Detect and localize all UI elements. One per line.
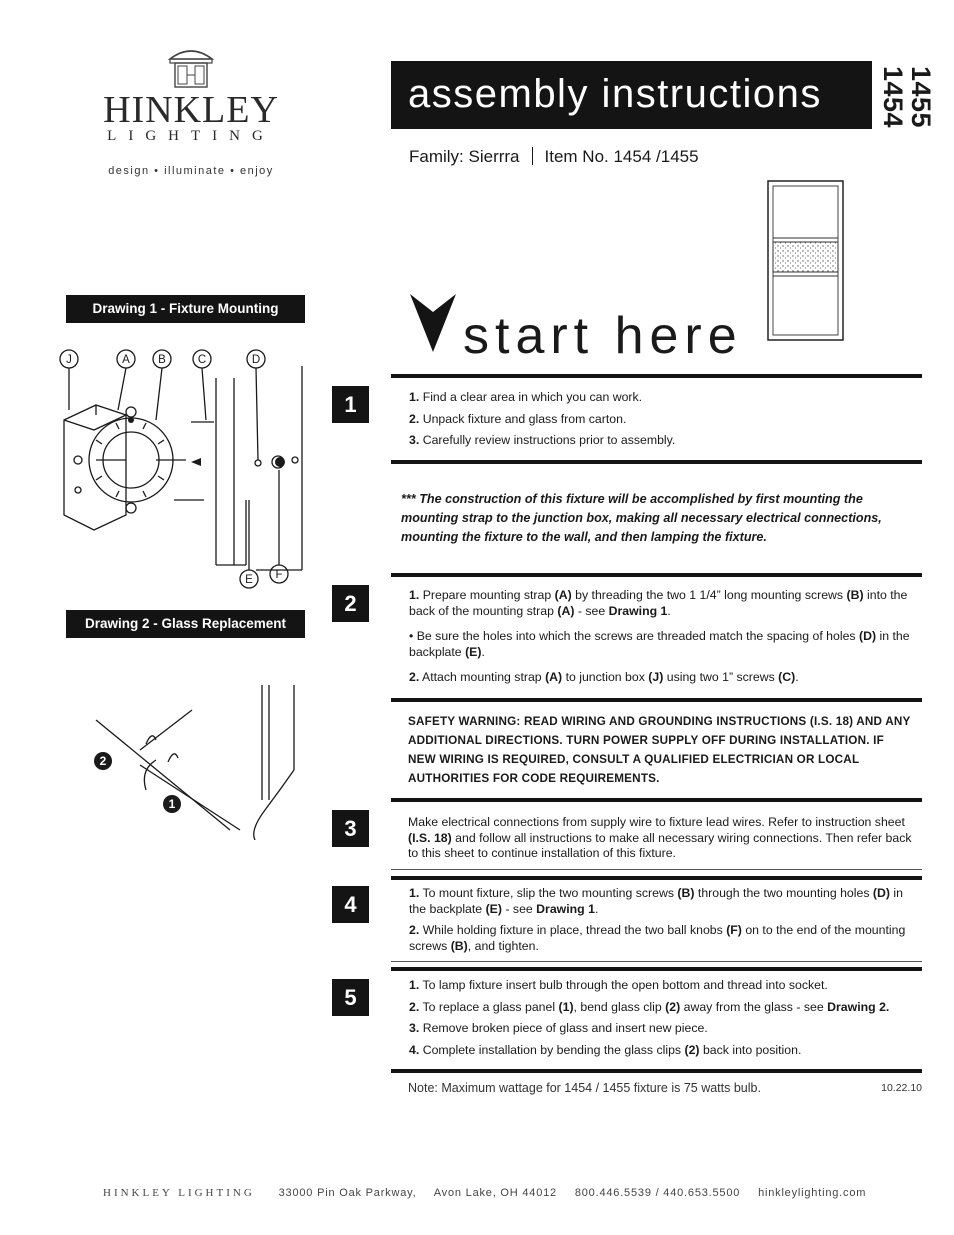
footer-website: hinkleylighting.com xyxy=(758,1187,867,1199)
step5-item-2: 2. To replace a glass panel (1), bend glass clip (2) away from the glass - see Drawing 2. xyxy=(409,999,890,1014)
step2-text xyxy=(409,588,914,686)
footer-city: Avon Lake, OH 44012 xyxy=(433,1187,557,1199)
family-line xyxy=(409,147,699,167)
revision-date: 10.22.10 xyxy=(881,1082,922,1094)
step5-list xyxy=(409,978,924,1064)
drawing1-label: Drawing 1 - Fixture Mounting xyxy=(66,295,305,323)
step1-list xyxy=(409,390,909,455)
callout-label-A: A xyxy=(122,354,130,366)
step1-item-2: 2. Unpack fixture and glass from carton. xyxy=(409,411,627,426)
step1-item-3: 3. Carefully review instructions prior to assembly. xyxy=(409,433,676,447)
callout-label-J: J xyxy=(66,354,72,366)
step3-bottom-rule xyxy=(391,869,922,870)
step2-top-rule xyxy=(391,573,922,577)
step5-top-rule xyxy=(391,967,922,971)
callout-label-B: B xyxy=(158,354,166,366)
callout-label-1: 1 xyxy=(168,797,176,811)
step5-item-1: 1. To lamp fixture insert bulb through the open bottom and thread into socket. xyxy=(409,978,828,992)
callout-label-C: C xyxy=(197,354,207,366)
step2-badge: 2 xyxy=(332,585,369,622)
step3-top-rule xyxy=(391,798,922,802)
family-divider xyxy=(532,147,533,165)
step4-para-2: 2. While holding fixture in place, thread the two ball knobs (F) on to the end of the mounting screws (B), and tighten. xyxy=(409,923,906,953)
footer xyxy=(103,1187,866,1199)
drawing1-fixture-mounting xyxy=(56,340,316,590)
step5-badge: 5 xyxy=(332,979,369,1016)
drawing2-glass-replacement xyxy=(80,680,300,840)
item-code-vertical xyxy=(878,60,938,130)
step4-bottom-rule xyxy=(391,961,922,962)
step4-text xyxy=(409,886,919,954)
fixture-sketch-image xyxy=(767,180,845,342)
page-title: assembly instructions xyxy=(408,72,822,116)
safety-warning: SAFETY WARNING: READ WIRING AND GROUNDING INSTRUCTIONS (I.S. 18) AND ANY ADDITIONAL DIRECTIONS. TURN POWER SUPPLY OFF DURING INSTALLATION. IF NEW WIRING IS REQUIRED, CONSULT A QUALIFIED ELECTRICIAN OR LOCAL AUTHORITIES FOR CODE REQUIREMENTS. xyxy=(408,715,911,785)
step3-text: Make electrical connections from supply wire to fixture lead wires. Refer to instruction sheet (I.S. 18) and follow all instructions to make all necessary wiring connections. Then refer back to this sheet to continue installation of this fixture. xyxy=(408,815,912,860)
step1-bottom-rule xyxy=(391,460,922,464)
step1-top-rule xyxy=(391,374,922,378)
footer-address: 33000 Pin Oak Parkway, xyxy=(278,1187,417,1199)
callout-label-2: 2 xyxy=(99,754,107,768)
step2-para-3: 2. Attach mounting strap (A) to junction box (J) using two 1” screws (C). xyxy=(409,670,799,684)
item-number: Item No. 1454 /1455 xyxy=(544,147,699,166)
start-arrow-icon xyxy=(408,292,458,354)
family-name: Family: Sierrra xyxy=(409,147,520,166)
item-code-1454: 1454 xyxy=(878,66,908,129)
step4-top-rule xyxy=(391,876,922,880)
step5-item-4: 4. Complete installation by bending the glass clips (2) back into position. xyxy=(409,1042,802,1057)
callout-label-D: D xyxy=(251,354,261,366)
step4-badge: 4 xyxy=(332,886,369,923)
step5-item-3: 3. Remove broken piece of glass and insert new piece. xyxy=(409,1021,708,1035)
wattage-note: Note: Maximum wattage for 1454 / 1455 fixture is 75 watts bulb. xyxy=(408,1081,761,1095)
item-code-1455: 1455 xyxy=(906,66,936,129)
step5-bottom-rule xyxy=(391,1069,922,1073)
step2-para-2: • Be sure the holes into which the screws are threaded match the spacing of holes (D) in the backplate (E). xyxy=(409,629,910,659)
construction-note: *** The construction of this fixture will be accomplished by first mounting the mounting strap to the junction box, making all necessary electrical connections, mounting the fixture to the wall, and then lamping the fixture. xyxy=(401,492,882,544)
drawing2-label: Drawing 2 - Glass Replacement xyxy=(66,610,305,638)
footer-phone: 800.446.5539 / 440.653.5500 xyxy=(574,1187,741,1199)
step4-para-1: 1. To mount fixture, slip the two mounting screws (B) through the two mounting holes (D) in the backplate (E) - see Drawing 1. xyxy=(409,886,903,916)
step1-item-1: 1. Find a clear area in which you can work. xyxy=(409,390,643,404)
logo-tagline: design • illuminate • enjoy xyxy=(108,165,274,177)
footer-brand: HINKLEY LIGHTING xyxy=(103,1187,255,1199)
callout-label-E: E xyxy=(245,574,253,586)
logo-brand: HINKLEY xyxy=(103,89,279,131)
start-here-heading: start here xyxy=(463,307,743,365)
step2-para-1: 1. Prepare mounting strap (A) by threading the two 1 1/4” long mounting screws (B) into the back of the mounting strap (A) - see Drawing 1. xyxy=(409,588,908,618)
callout-label-F: F xyxy=(275,569,283,581)
step2-bottom-rule xyxy=(391,698,922,702)
logo-subtitle: LIGHTING xyxy=(107,128,275,144)
step3-badge: 3 xyxy=(332,810,369,847)
step1-badge: 1 xyxy=(332,386,369,423)
hinkley-lantern-logo-icon xyxy=(164,45,218,89)
